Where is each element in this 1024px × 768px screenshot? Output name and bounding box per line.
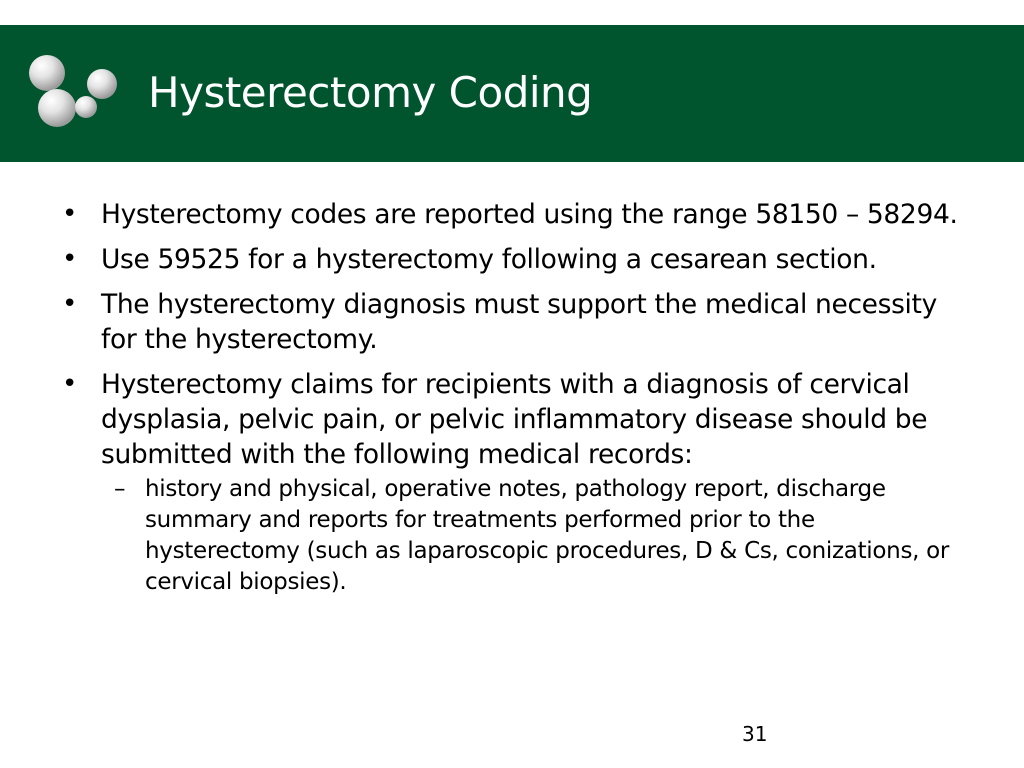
bullet-item — [62, 287, 962, 357]
sub-bullet-text: history and physical, operative notes, pathology report, discharge summary and reports for treatments performed prior to the hysterectomy (such as laparoscopic procedures, D & Cs, conizations, or cervical biopsies). — [145, 476, 950, 595]
bullet-text: The hysterectomy diagnosis must support the medical necessity for the hysterectomy. — [101, 289, 937, 355]
slide-body — [62, 197, 962, 608]
bullet-marker: • — [62, 244, 77, 274]
bullet-list — [62, 197, 962, 598]
spheres-logo-icon — [22, 52, 122, 132]
bullet-item — [62, 242, 962, 277]
page-number: 31 — [742, 722, 768, 746]
bullet-text: Use 59525 for a hysterectomy following a cesarean section. — [101, 244, 877, 275]
slide-title: Hysterectomy Coding — [148, 68, 593, 117]
sub-bullet-marker: – — [114, 476, 126, 502]
bullet-marker: • — [62, 199, 77, 229]
title-bar — [0, 25, 1024, 162]
bullet-marker: • — [62, 289, 77, 319]
bullet-text: Hysterectomy claims for recipients with a diagnosis of cervical dysplasia, pelvic pain, or pelvic inflammatory disease should be submitted with the following medical records: — [101, 369, 928, 470]
bullet-text: Hysterectomy codes are reported using the range 58150 – 58294. — [101, 199, 958, 230]
bullet-item — [62, 367, 962, 598]
sub-bullet-item — [101, 474, 962, 598]
bullet-marker: • — [62, 369, 77, 399]
bullet-item — [62, 197, 962, 232]
sub-bullet-list — [101, 474, 962, 598]
